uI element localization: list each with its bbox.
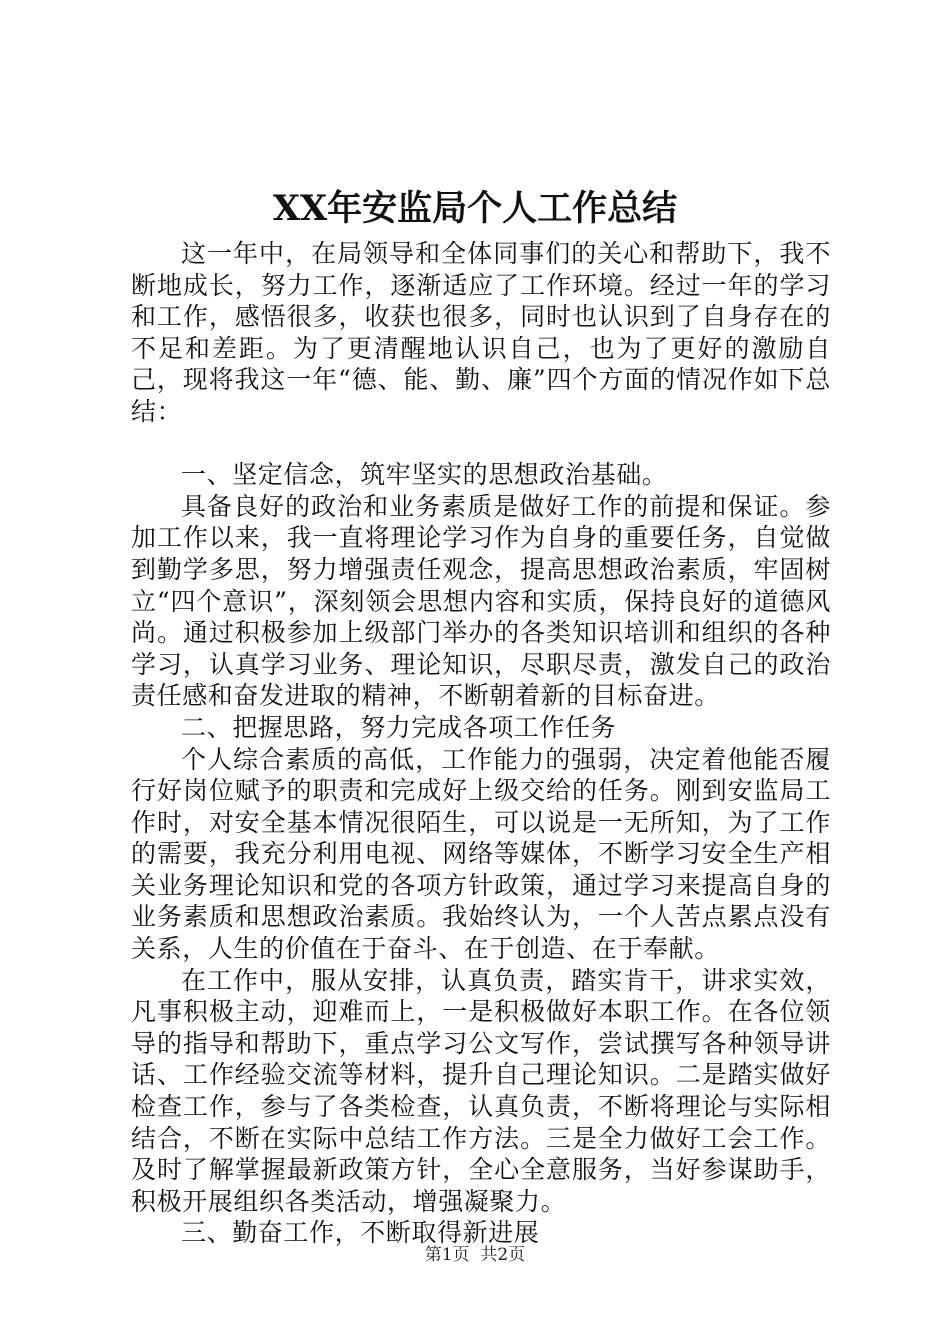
paragraph-section-1: 具备良好的政治和业务素质是做好工作的前提和保证。参加工作以来，我一直将理论学习作为自身的重要任务，自觉做到勤学多思，努力增强责任观念，提高思想政治素质，牢固树立“四个意识”，深刻领会思想内容和实质，保持良好的道德风尚。通过积极参加上级部门举办的各类知识培训和组织的各种学习，认真学习业务、理论知识，尽职尽责，激发自己的政治责任感和奋发进取的精神，不断朝着新的目标奋进。 bbox=[131, 491, 831, 711]
paragraph-intro: 这一年中，在局领导和全体同事们的关心和帮助下，我不断地成长，努力工作，逐渐适应了工作环境。经过一年的学习和工作，感悟很多，收获也很多，同时也认识到了自身存在的不足和差距。为了更清醒地认识自己，也为了更好的激励自己，现将我这一年“德、能、勤、廉”四个方面的情况作如下总结： bbox=[131, 239, 831, 426]
paragraph-section-2-work: 在工作中，服从安排，认真负责，踏实肯干，讲求实效，凡事积极主动，迎难而上，一是积极做好本职工作。在各位领导的指导和帮助下，重点学习公文写作，尝试撰写各种领导讲话、工作经验交流等材料，提升自己理论知识。二是踏实做好检查工作，参与了各类检查，认真负责，不断将理论与实际相结合，不断在实际中总结工作方法。三是全力做好工会工作。及时了解掌握最新政策方针，全心全意服务，当好参谋助手，积极开展组织各类活动，增强凝聚力。 bbox=[131, 965, 831, 1216]
page-number-footer: 第1页 共2页 bbox=[424, 1245, 526, 1265]
section-heading-2: 二、把握思路，努力完成各项工作任务 bbox=[181, 712, 617, 742]
paragraph-section-2: 个人综合素质的高低，工作能力的强弱，决定着他能否履行好岗位赋予的职责和完成好上级交给的任务。刚到安监局工作时，对安全基本情况很陌生，可以说是一无所知，为了工作的需要，我充分利用电视、网络等媒体，不断学习安全生产相关业务理论知识和党的各项方针政策，通过学习来提高自身的业务素质和思想政治素质。我始终认为，一个人苦点累点没有关系，人生的价值在于奋斗、在于创造、在于奉献。 bbox=[131, 744, 831, 964]
section-heading-1: 一、坚定信念，筑牢坚实的思想政治基础。 bbox=[181, 460, 668, 490]
document-title: XX年安监局个人工作总结 bbox=[272, 188, 678, 229]
document-body bbox=[131, 238, 831, 1249]
section-heading-3: 三、勤奋工作，不断取得新进展 bbox=[181, 1218, 540, 1248]
